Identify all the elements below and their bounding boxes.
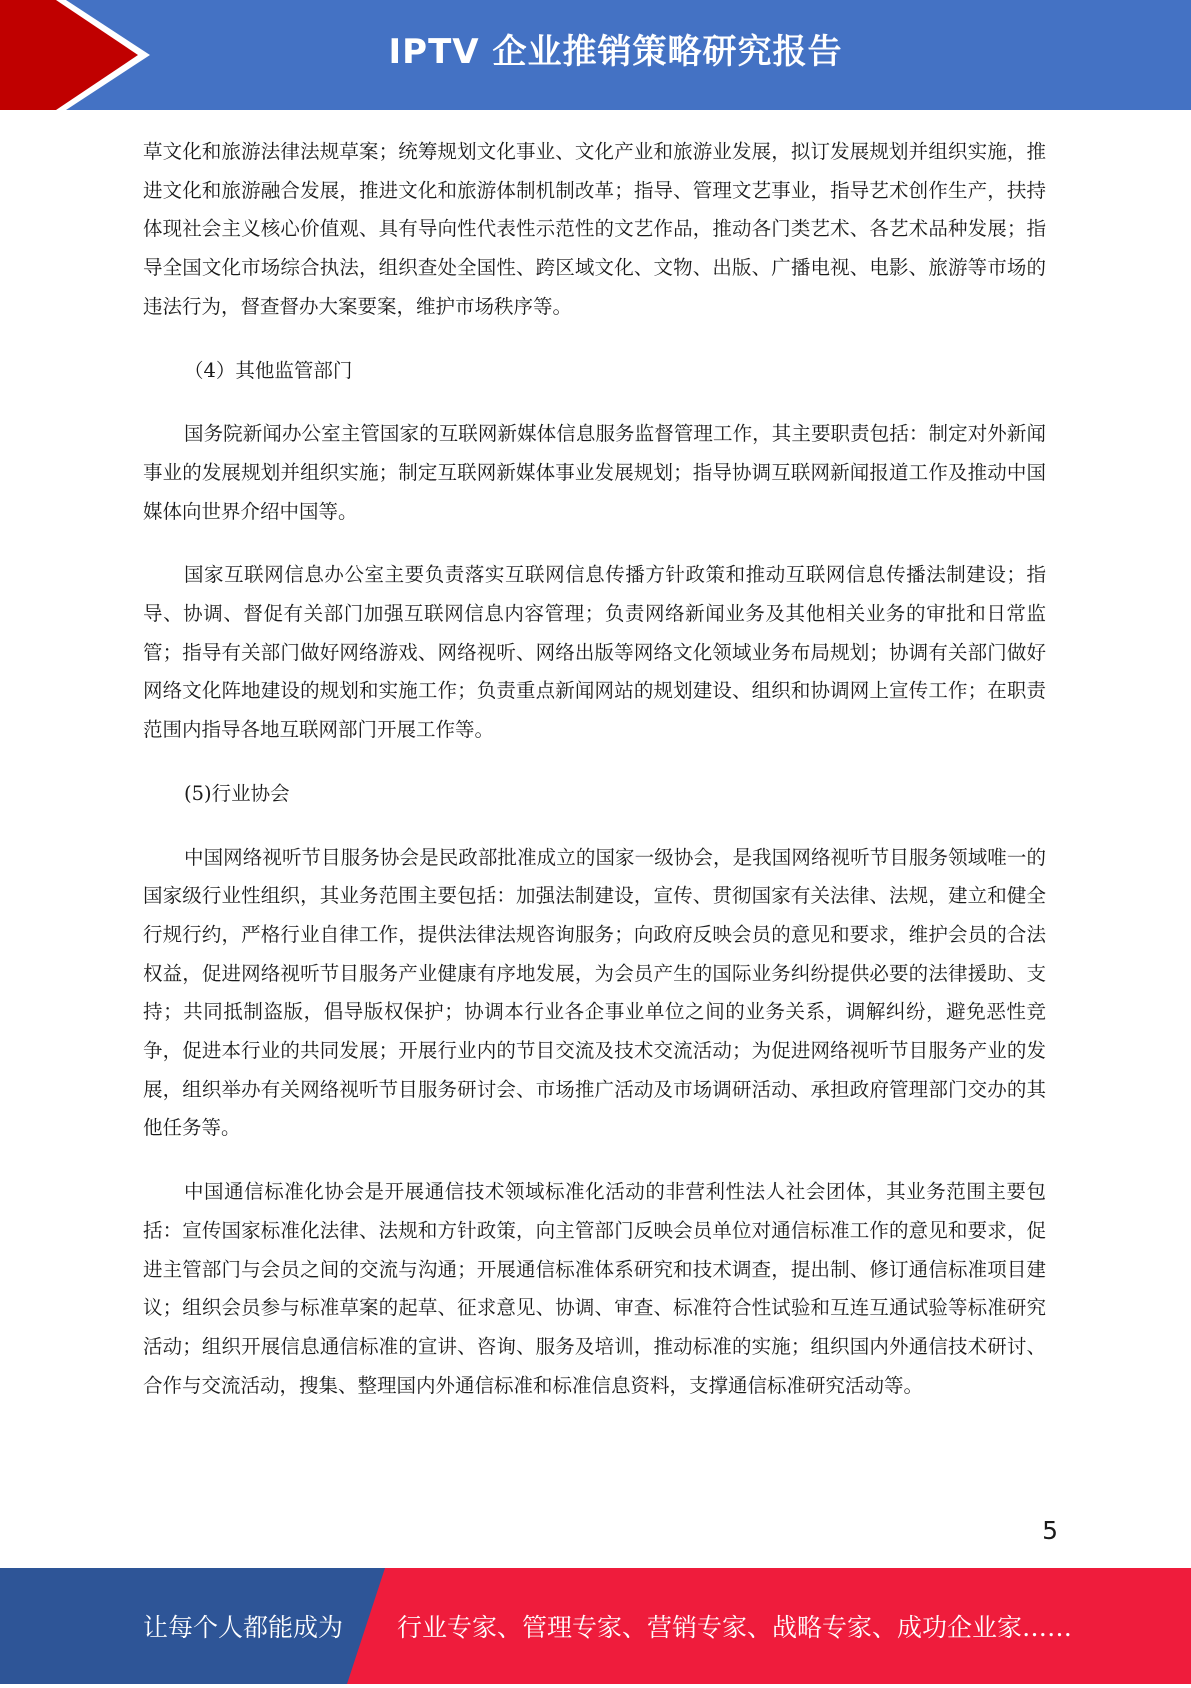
page-footer — [0, 1568, 1191, 1684]
section-heading: (5)行业协会 — [184, 781, 290, 805]
section-heading: （4）其他监管部门 — [184, 358, 353, 382]
document-title: IPTV 企业推销策略研究报告 — [388, 32, 843, 72]
body-paragraph: 草文化和旅游法律法规草案；统筹规划文化事业、文化产业和旅游业发展，拟订发展规划并组织实施，推进文化和旅游融合发展，推进文化和旅游体制机制改革；指导、管理文艺事业，指导艺术创作生产，扶持体现社会主义核心价值观、具有导向性代表性示范性的文艺作品，推动各门类艺术、各艺术品种发展；指导全国文化市场综合执法，组织查处全国性、跨区域文化、文物、出版、广播电视、电影、旅游等市场的违法行为，督查督办大案要案，维护市场秩序等。 — [143, 140, 1046, 318]
document-body — [143, 133, 1046, 1430]
body-paragraph: 国务院新闻办公室主管国家的互联网新媒体信息服务监督管理工作，其主要职责包括：制定对外新闻事业的发展规划并组织实施；制定互联网新媒体事业发展规划；指导协调互联网新闻报道工作及推动中国媒体向世界介绍中国等。 — [143, 422, 1046, 523]
footer-slogan-left: 让每个人都能成为 — [143, 1613, 344, 1642]
footer-slogan-right: 行业专家、管理专家、营销专家、战略专家、成功企业家…… — [397, 1613, 1073, 1642]
body-paragraph: 中国通信标准化协会是开展通信技术领域标准化活动的非营利性法人社会团体，其业务范围主要包括：宣传国家标准化法律、法规和方针政策，向主管部门反映会员单位对通信标准工作的意见和要求，促进主管部门与会员之间的交流与沟通；开展通信标准体系研究和技术调查，提出制、修订通信标准项目建议；组织会员参与标准草案的起草、征求意见、协调、审查、标准符合性试验和互连互通试验等标准研究活动；组织开展信息通信标准的宣讲、咨询、服务及培训，推动标准的实施；组织国内外通信技术研讨、合作与交流活动，搜集、整理国内外通信标准和标准信息资料，支撑通信标准研究活动等。 — [143, 1180, 1046, 1397]
body-paragraph: 中国网络视听节目服务协会是民政部批准成立的国家一级协会，是我国网络视听节目服务领域唯一的国家级行业性组织，其业务范围主要包括：加强法制建设，宣传、贯彻国家有关法律、法规，建立和健全行规行约，严格行业自律工作，提供法律法规咨询服务；向政府反映会员的意见和要求，维护会员的合法权益，促进网络视听节目服务产业健康有序地发展，为会员产生的国际业务纠纷提供必要的法律援助、支持；共同抵制盗版，倡导版权保护；协调本行业各企事业单位之间的业务关系，调解纠纷，避免恶性竞争，促进本行业的共同发展；开展行业内的节目交流及技术交流活动；为促进网络视听节目服务产业的发展，组织举办有关网络视听节目服务研讨会、市场推广活动及市场调研活动、承担政府管理部门交办的其他任务等。 — [143, 845, 1046, 1140]
page-header — [0, 0, 1191, 110]
body-paragraph: 国家互联网信息办公室主要负责落实互联网信息传播方针政策和推动互联网信息传播法制建设；指导、协调、督促有关部门加强互联网信息内容管理；负责网络新闻业务及其他相关业务的审批和日常监管；指导有关部门做好网络游戏、网络视听、网络出版等网络文化领域业务布局规划；协调有关部门做好网络文化阵地建设的规划和实施工作；负责重点新闻网站的规划建设、组织和协调网上宣传工作；在职责范围内指导各地互联网部门开展工作等。 — [143, 563, 1046, 742]
page-number: 5 — [1042, 1516, 1058, 1545]
